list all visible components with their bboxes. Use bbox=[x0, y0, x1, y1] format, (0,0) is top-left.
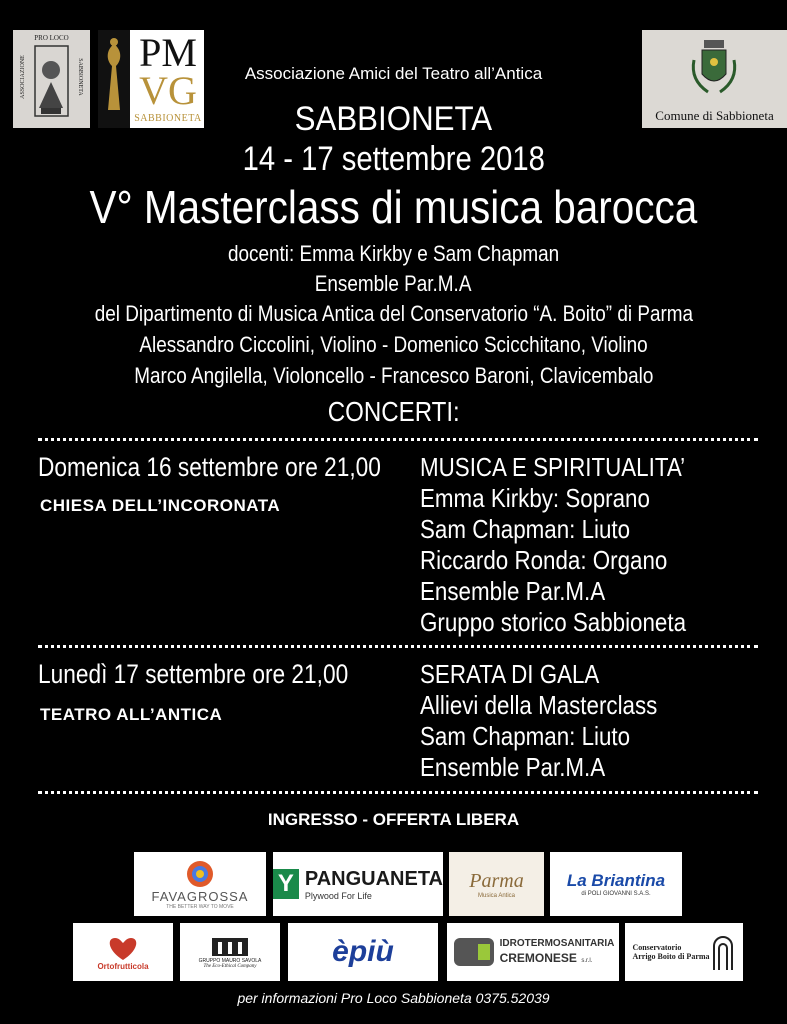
sponsor-epiu bbox=[288, 923, 438, 981]
sponsor-gruppo bbox=[180, 923, 280, 981]
idro-line2: CREMONESE bbox=[499, 950, 577, 965]
proloco-text-left: ASSOCIAZIONE bbox=[20, 55, 26, 99]
city-text: SABBIONETA bbox=[294, 100, 493, 138]
dates-text: 14 - 17 settembre 2018 bbox=[242, 140, 545, 178]
conservatorio-arc-icon bbox=[710, 932, 736, 972]
idro-line1: IDROTERMOSANITARIA bbox=[499, 937, 615, 949]
city-name bbox=[0, 100, 787, 139]
idro-mark-icon bbox=[452, 934, 496, 970]
concert-2-program bbox=[420, 659, 696, 783]
concert-1-date bbox=[38, 452, 446, 483]
program-line: Riccardo Ronda: Organo bbox=[420, 545, 668, 575]
department-line bbox=[0, 301, 787, 327]
sponsor-conservatorio bbox=[625, 923, 743, 981]
event-dates bbox=[0, 140, 787, 179]
divider-bottom bbox=[38, 791, 758, 794]
entry-note: INGRESSO - OFFERTA LIBERA bbox=[267, 810, 520, 829]
concerts-heading bbox=[0, 396, 787, 428]
department-text: del Dipartimento di Musica Antica del Conservatorio “A. Boito” di Parma bbox=[94, 301, 693, 326]
conservatorio-line1: Conservatorio bbox=[632, 943, 682, 952]
labriantina-name: La Briantina bbox=[566, 871, 666, 890]
program-line: Ensemble Par.M.A bbox=[420, 752, 606, 782]
title-text: V° Masterclass di musica barocca bbox=[89, 181, 698, 233]
association-name: Associazione Amici del Teatro all’Antica bbox=[244, 64, 543, 83]
parma-name: Parma bbox=[469, 869, 524, 892]
teachers-line bbox=[0, 241, 787, 267]
pmvg-vg: VG bbox=[139, 68, 197, 113]
labriantina-tagline: di POLI GIOVANNI S.A.S. bbox=[581, 891, 651, 897]
favagrossa-icon bbox=[185, 859, 215, 889]
pmvg-city: SABBIONETA bbox=[134, 113, 202, 124]
program-line: Emma Kirkby: Soprano bbox=[420, 483, 650, 513]
gruppo-name: GRUPPO MAURO SAVOLA bbox=[198, 957, 262, 964]
program-line: Allievi della Masterclass bbox=[420, 690, 658, 720]
concert-2-date bbox=[38, 659, 407, 690]
panguaneta-mark-icon: Y bbox=[273, 869, 299, 899]
panguaneta-tagline: Plywood For Life bbox=[304, 890, 372, 901]
players-text-2: Marco Angilella, Violoncello - Francesco Baroni, Clavicembalo bbox=[133, 363, 654, 388]
sponsor-parma bbox=[449, 852, 544, 916]
proloco-text-right: SABBIONETA bbox=[77, 58, 83, 96]
players-line-1 bbox=[0, 332, 787, 358]
program-line: Sam Chapman: Liuto bbox=[420, 721, 631, 751]
players-line-2 bbox=[0, 363, 787, 389]
proloco-text-top: PRO LOCO bbox=[34, 34, 69, 42]
program-line: Sam Chapman: Liuto bbox=[420, 514, 631, 544]
favagrossa-name: FAVAGROSSA bbox=[151, 888, 249, 904]
epiu-name: èpiù bbox=[332, 935, 394, 968]
footer-info: per informazioni Pro Loco Sabbioneta 0375.52039 bbox=[237, 990, 550, 1006]
players-text-1: Alessandro Ciccolini, Violino - Domenico Scicchitano, Violino bbox=[139, 332, 648, 357]
idro-suffix: s.r.l. bbox=[581, 957, 593, 964]
gruppo-tagline: The Eco-Ethical Company bbox=[203, 963, 257, 969]
teachers-text: docenti: Emma Kirkby e Sam Chapman bbox=[227, 241, 560, 266]
program-line: MUSICA E SPIRITUALITA’ bbox=[420, 452, 686, 482]
concert-1-venue: CHIESA DELL’INCORONATA bbox=[40, 496, 281, 515]
divider-top bbox=[38, 438, 758, 441]
program-line: SERATA DI GALA bbox=[420, 659, 600, 689]
sponsor-idro bbox=[447, 923, 619, 981]
pmvg-pm: PM bbox=[139, 30, 197, 75]
sponsor-favagrossa bbox=[134, 852, 266, 916]
divider-middle bbox=[38, 645, 758, 648]
conservatorio-line2: Arrigo Boito di Parma bbox=[632, 952, 710, 961]
concert-2-date-text: Lunedì 17 settembre ore 21,00 bbox=[38, 659, 349, 689]
sponsor-labriantina bbox=[550, 852, 682, 916]
program-line: Ensemble Par.M.A bbox=[420, 576, 606, 606]
ensemble-line bbox=[0, 271, 787, 297]
comune-label: Comune di Sabbioneta bbox=[655, 108, 774, 123]
sponsor-ortofrutticola bbox=[73, 923, 173, 981]
concert-1-program bbox=[420, 452, 729, 638]
heart-icon bbox=[103, 934, 143, 962]
page-title bbox=[0, 180, 787, 234]
panguaneta-name: PANGUANETA bbox=[304, 867, 443, 890]
parma-tagline: Musica Antica bbox=[477, 892, 516, 899]
concerts-heading-text: CONCERTI: bbox=[327, 396, 460, 427]
concert-1-date-text: Domenica 16 settembre ore 21,00 bbox=[38, 452, 381, 482]
favagrossa-tagline: THE BETTER WAY TO MOVE bbox=[166, 903, 234, 910]
concert-2-venue: TEATRO ALL’ANTICA bbox=[40, 705, 223, 724]
ensemble-text: Ensemble Par.M.A bbox=[315, 271, 472, 296]
program-line: Gruppo storico Sabbioneta bbox=[420, 607, 687, 637]
sponsor-panguaneta bbox=[273, 852, 443, 916]
ortofrutticola-name: Ortofrutticola bbox=[97, 961, 149, 971]
gruppo-building-icon bbox=[210, 936, 250, 958]
